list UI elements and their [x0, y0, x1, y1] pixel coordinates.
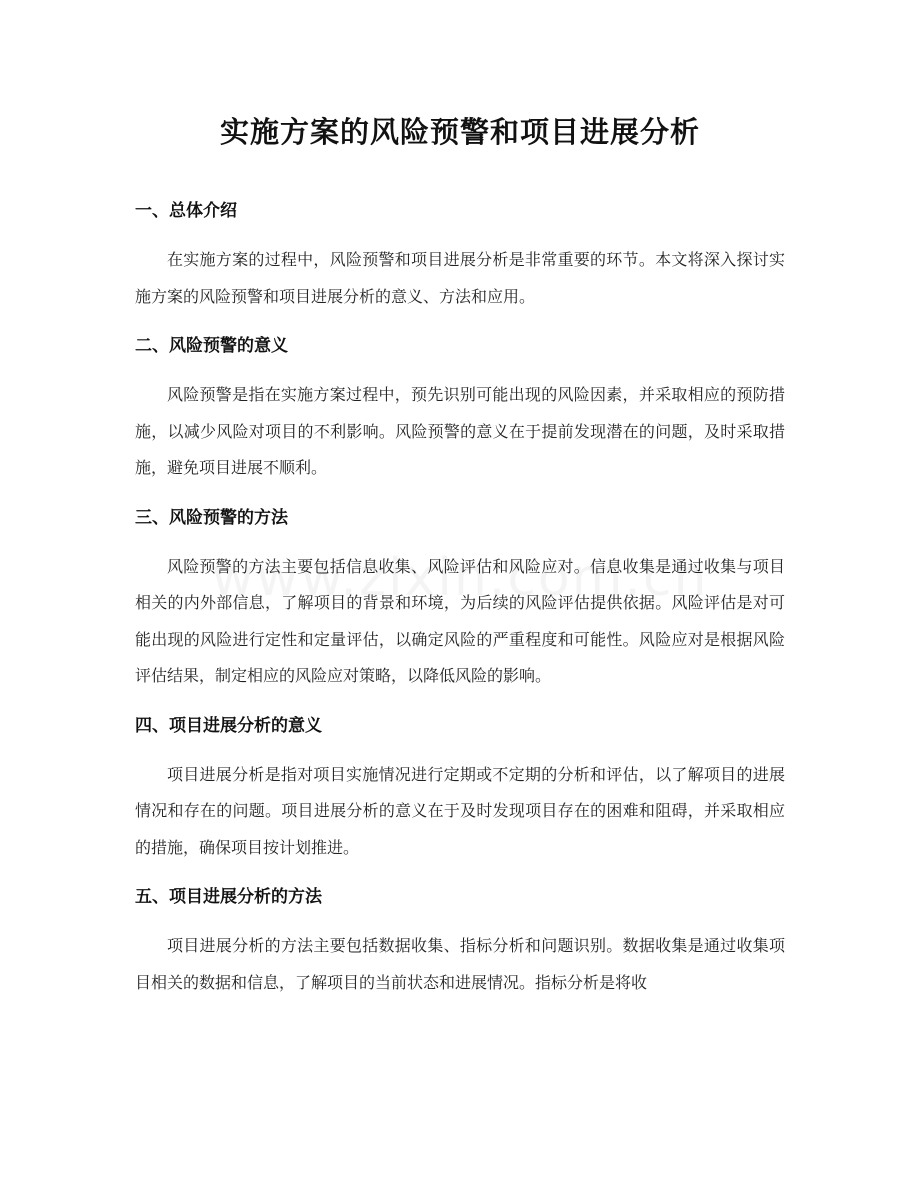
section-4	[135, 711, 785, 867]
section-heading: 四、项目进展分析的意义	[135, 715, 322, 736]
section-paragraph: 风险预警的方法主要包括信息收集、风险评估和风险应对。信息收集是通过收集与项目相关的内外部信息，了解项目的背景和环境，为后续的风险评估提供依据。风险评估是对可能出现的风险进行定性和定量评估，以确定风险的严重程度和可能性。风险应对是根据风险评估结果，制定相应的风险应对策略，以降低风险的影响。	[135, 556, 785, 685]
section-5	[135, 882, 785, 1001]
section-heading: 二、风险预警的意义	[135, 336, 288, 356]
section-2	[135, 331, 785, 487]
section-paragraph: 项目进展分析的方法主要包括数据收集、指标分析和问题识别。数据收集是通过收集项目相关的数据和信息，了解项目的当前状态和进展情况。指标分析是将收	[135, 936, 785, 992]
section-paragraph: 风险预警是指在实施方案过程中，预先识别可能出现的风险因素，并采取相应的预防措施，以减少风险对项目的不利影响。风险预警的意义在于提前发现潜在的问题，及时采取措施，避免项目进展不顺利。	[135, 385, 785, 477]
section-heading: 一、总体介绍	[135, 201, 237, 221]
section-3	[135, 503, 785, 695]
section-1	[135, 196, 785, 315]
document-title: 实施方案的风险预警和项目进展分析	[219, 115, 700, 149]
section-heading: 三、风险预警的方法	[135, 507, 288, 528]
section-paragraph: 在实施方案的过程中，风险预警和项目进展分析是非常重要的环节。本文将深入探讨实施方案的风险预警和项目进展分析的意义、方法和应用。	[135, 250, 785, 306]
section-heading: 五、项目进展分析的方法	[135, 887, 322, 907]
section-paragraph: 项目进展分析是指对项目实施情况进行定期或不定期的分析和评估，以了解项目的进展情况和存在的问题。项目进展分析的意义在于及时发现项目存在的困难和阻碍，并采取相应的措施，确保项目按计划推进。	[135, 764, 785, 857]
